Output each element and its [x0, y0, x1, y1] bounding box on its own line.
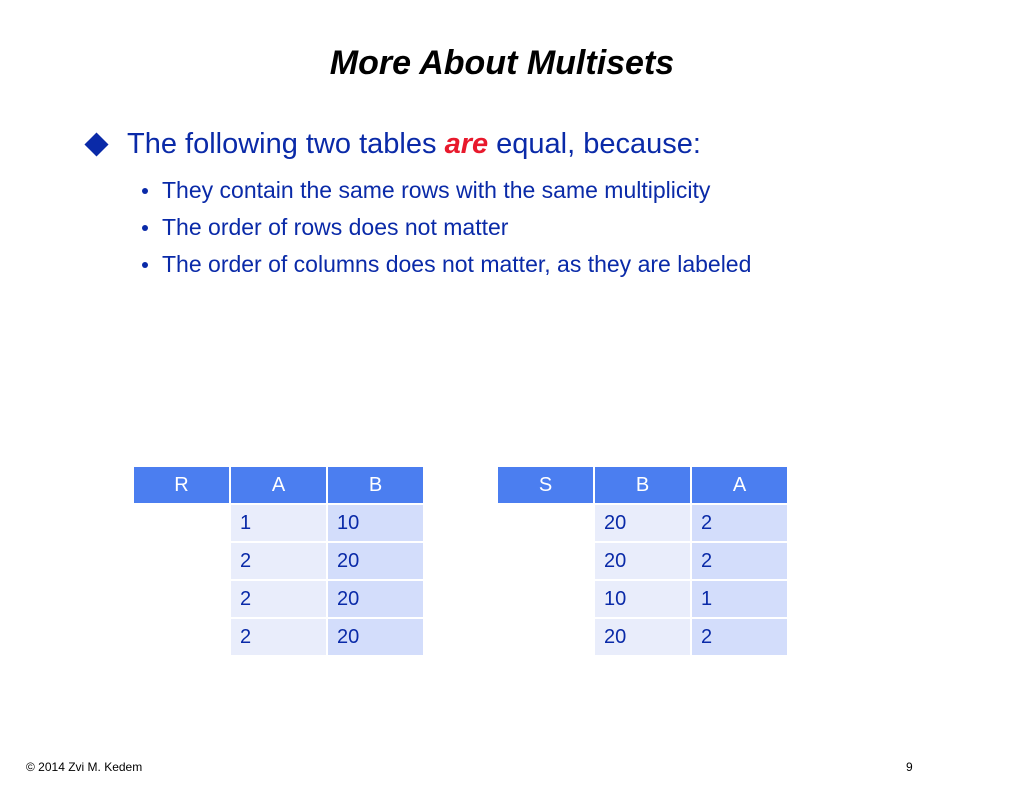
table-cell: 2 — [230, 580, 327, 618]
column-header: A — [230, 466, 327, 504]
row-label-cell — [133, 542, 230, 580]
table-cell: 2 — [691, 542, 788, 580]
bullet-prefix: The following two tables — [127, 128, 437, 160]
row-label-cell — [133, 580, 230, 618]
sub-bullet-item — [138, 246, 751, 283]
column-header: B — [594, 466, 691, 504]
table-cell: 20 — [594, 504, 691, 542]
relation-table-s — [496, 465, 789, 657]
row-label-cell — [133, 618, 230, 656]
table-cell: 20 — [327, 618, 424, 656]
table-cell: 20 — [327, 580, 424, 618]
bullet-text — [127, 128, 701, 161]
column-header: A — [691, 466, 788, 504]
row-label-cell — [497, 580, 594, 618]
table-row — [133, 542, 424, 580]
dot-bullet-icon — [142, 225, 148, 231]
table-header-row — [497, 466, 788, 504]
table-cell: 2 — [691, 618, 788, 656]
table-row — [497, 618, 788, 656]
bullet-suffix: equal, because: — [496, 128, 701, 160]
table-cell: 1 — [691, 580, 788, 618]
row-label-cell — [497, 504, 594, 542]
table-cell: 2 — [230, 542, 327, 580]
row-label-cell — [497, 542, 594, 580]
table-row — [497, 580, 788, 618]
table-cell: 10 — [594, 580, 691, 618]
row-label-cell — [133, 504, 230, 542]
table-cell: 2 — [230, 618, 327, 656]
slide-title: More About Multisets — [329, 44, 675, 82]
table-row — [133, 618, 424, 656]
diamond-bullet-icon — [84, 132, 108, 156]
column-header: B — [327, 466, 424, 504]
sub-bullet-text: The order of columns does not matter, as they are labeled — [162, 251, 752, 277]
table-row — [133, 580, 424, 618]
sub-bullet-text: The order of rows does not matter — [162, 214, 509, 240]
dot-bullet-icon — [142, 262, 148, 268]
sub-bullet-text: They contain the same rows with the same multiplicity — [162, 177, 711, 203]
table-cell: 20 — [594, 542, 691, 580]
table-cell: 1 — [230, 504, 327, 542]
main-bullet — [84, 128, 701, 161]
table-row — [497, 504, 788, 542]
dot-bullet-icon — [142, 188, 148, 194]
sub-bullet-item — [138, 209, 751, 246]
table-name-header: R — [133, 466, 230, 504]
copyright-footer: © 2014 Zvi M. Kedem — [26, 760, 143, 774]
table-cell: 10 — [327, 504, 424, 542]
table-cell: 20 — [327, 542, 424, 580]
row-label-cell — [497, 618, 594, 656]
table-name-header: S — [497, 466, 594, 504]
sub-bullet-list — [138, 172, 751, 283]
table-header-row — [133, 466, 424, 504]
relation-table-r — [132, 465, 425, 657]
table-cell: 20 — [594, 618, 691, 656]
bullet-emphasis: are — [444, 128, 489, 160]
page-number: 9 — [906, 760, 913, 774]
sub-bullet-item — [138, 172, 751, 209]
table-row — [133, 504, 424, 542]
table-row — [497, 542, 788, 580]
table-cell: 2 — [691, 504, 788, 542]
